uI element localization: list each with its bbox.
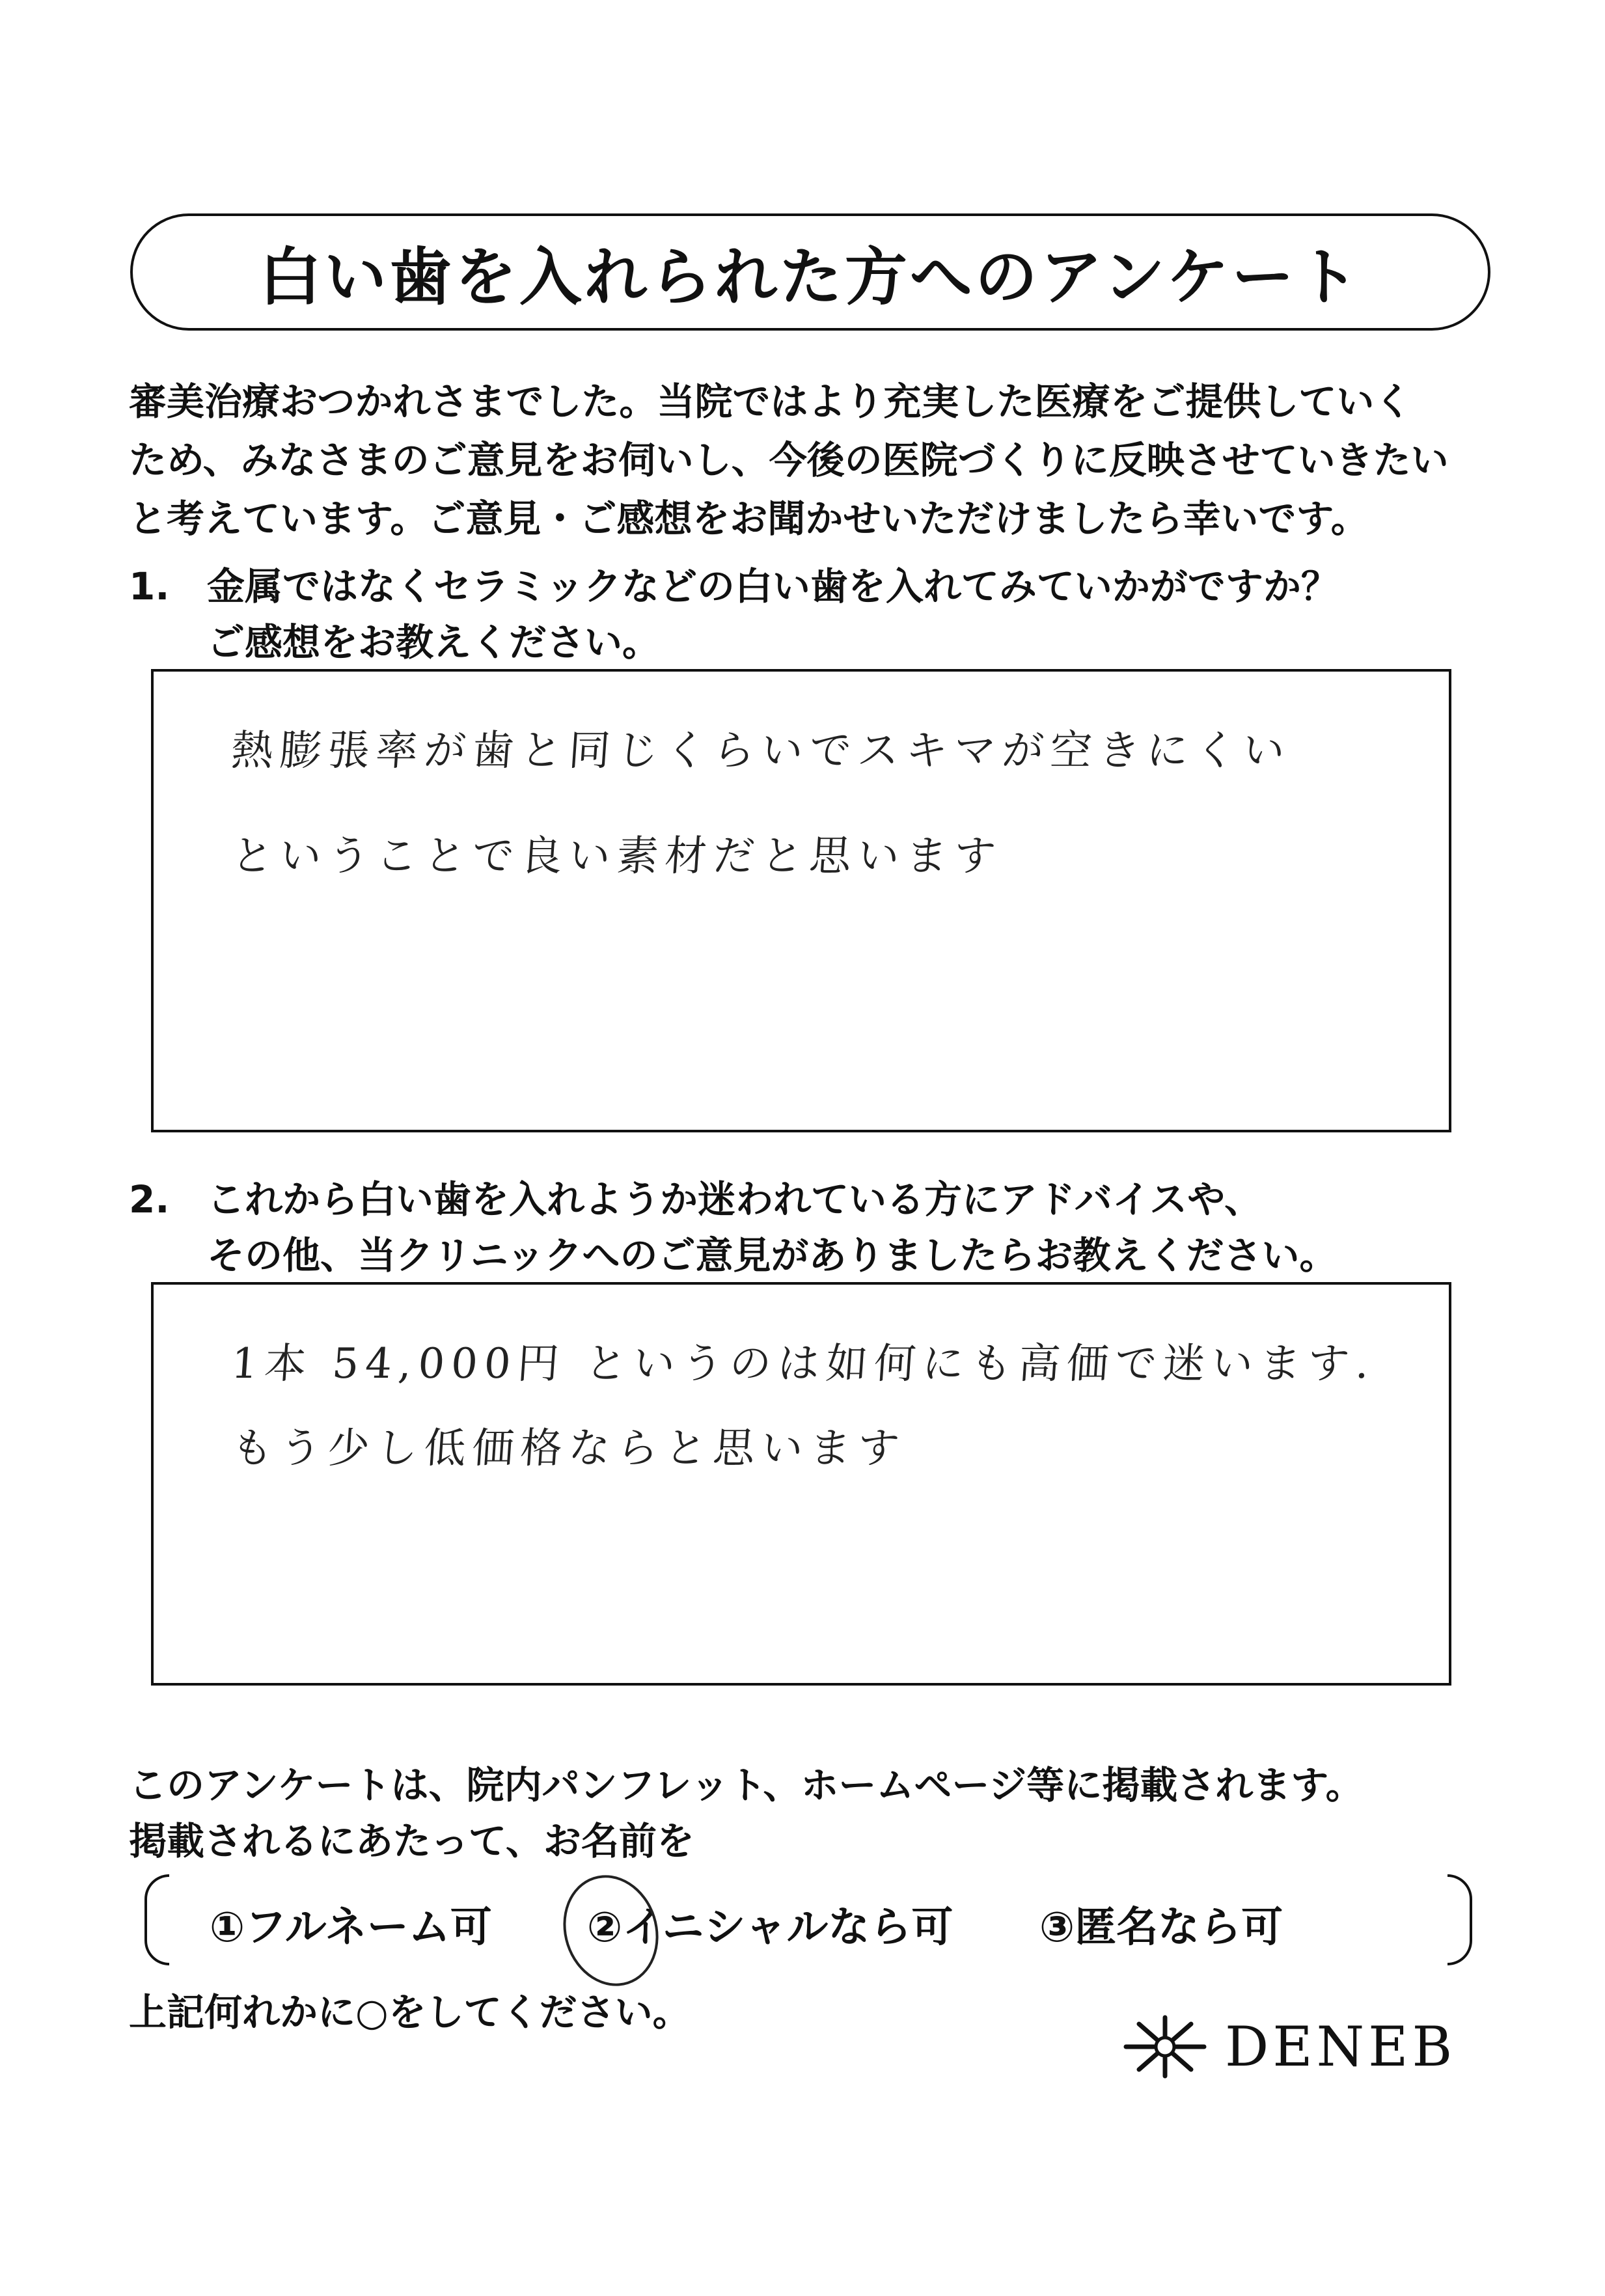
circle-instruction: 上記何れかに○をしてください。 [129, 1990, 691, 2034]
right-bracket [1447, 1874, 1472, 1965]
survey-title: 白い歯を入れられた方へのアンケート [258, 240, 1362, 314]
question-text: その他、当クリニックへのご意見がありましたらお教えください。 [207, 1233, 1338, 1278]
handwritten-answer-line: もう少し低価格ならと思います [229, 1425, 908, 1473]
notice-line: 掲載されるにあたって、お名前を [129, 1819, 694, 1863]
logo-text: DENEB [1225, 2015, 1457, 2079]
question-text: 金属ではなくセラミックなどの白い歯を入れてみていかがですか？ [207, 564, 1339, 608]
option-initials[interactable]: ②イニシャルなら可 [587, 1904, 953, 1952]
question-text: これから白い歯を入れようか迷われている方にアドバイスや、 [207, 1177, 1263, 1222]
question-text: ご感想をお教えください。 [207, 620, 661, 664]
option-full-name[interactable]: ①フルネーム可 [210, 1904, 492, 1952]
handwritten-answer-line: 熱膨張率が歯と同じくらいでスキマが空きにくい [229, 727, 1293, 775]
handwritten-answer-line: 1本 54,000円 というのは如何にも高価で迷います. [229, 1340, 1377, 1388]
answer-box-2[interactable] [151, 1282, 1451, 1686]
intro-line: 審美治療おつかれさまでした。当院ではより充実した医療をご提供していく [129, 379, 1412, 424]
handwritten-selection-circle [549, 1863, 672, 1999]
left-bracket [144, 1874, 169, 1965]
answer-box-1[interactable] [151, 669, 1451, 1132]
publication-notice [129, 1757, 1364, 1869]
question-1 [129, 558, 1339, 670]
intro-line: と考えています。ご意見・ご感想をお聞かせいただけましたら幸いです。 [129, 497, 1369, 541]
intro-line: ため、みなさまのご意見をお伺いし、今後の医院づくりに反映させていきたい [129, 438, 1449, 482]
name-consent-options [144, 1874, 1472, 1972]
option-anonymous[interactable]: ③匿名なら可 [1039, 1904, 1283, 1952]
notice-line: このアンケートは、院内パンフレット、ホームページ等に掲載されます。 [129, 1763, 1364, 1807]
question-number: 1. [129, 564, 170, 608]
title-frame [130, 213, 1490, 331]
deneb-logo [1119, 2011, 1456, 2083]
star-icon [1119, 2011, 1211, 2083]
intro-paragraph [129, 372, 1509, 548]
question-2 [129, 1171, 1338, 1283]
handwritten-answer-line: ということで良い素材だと思います [229, 832, 1004, 881]
question-number: 2. [129, 1177, 170, 1222]
